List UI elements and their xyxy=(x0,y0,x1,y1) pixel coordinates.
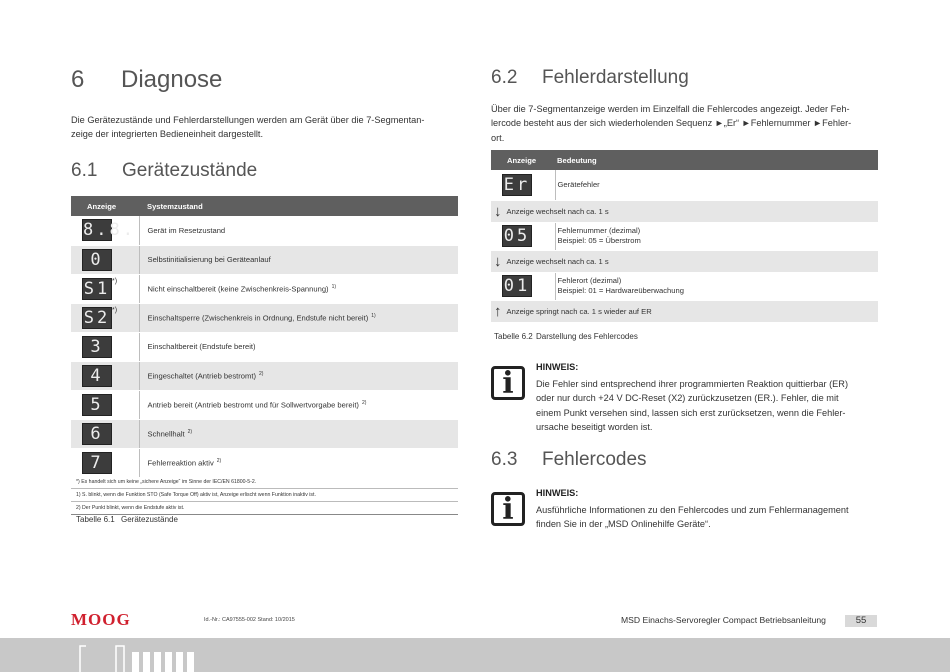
seven-segment-display: S1 xyxy=(83,278,111,299)
heading-number: 6.3 xyxy=(491,449,518,470)
footnote: 1) S. blinkt, wenn die Funktion STO (Safe Torque Off) aktiv ist, Anzeige erlischt wenn Funktion inaktiv ist. xyxy=(71,489,458,502)
hint-title: HINWEIS: xyxy=(536,362,579,372)
table-row xyxy=(71,390,458,419)
display-cell xyxy=(71,216,139,245)
intro-line: ort. xyxy=(491,132,505,143)
status-text-cell xyxy=(139,274,458,303)
caption-number: Tabelle 6.1 xyxy=(76,515,115,524)
table-row xyxy=(71,216,458,245)
display-cell xyxy=(491,272,555,300)
column-header-anzeige: Anzeige xyxy=(491,150,555,170)
hint-line: finden Sie in der „MSD Onlinehilfe Geräte“. xyxy=(536,519,711,530)
intro-line: Die Gerätezustände und Fehlerdarstellungen werden am Gerät über die 7-Segmentan- xyxy=(71,115,425,125)
arrow-down-icon: ↓ xyxy=(494,202,502,220)
display-cell xyxy=(491,170,555,200)
hint-line: Die Fehler sind entsprechend ihrer programmierten Reaktion quittierbar (ER) xyxy=(536,379,849,389)
footnote-marker: 1) xyxy=(331,283,337,290)
status-text-cell xyxy=(139,332,458,361)
table-row xyxy=(71,419,458,448)
hint-line: ursache beseitigt worden ist. xyxy=(536,422,653,433)
hint-line: Ausführliche Informationen zu den Fehlercodes und zum Fehlermanagement xyxy=(536,505,849,515)
footnote: *) Es handelt sich um keine „sichere Anzeige“ im Sinne der IEC/EN 61800-5-2. xyxy=(71,476,458,489)
meaning-cell xyxy=(555,272,878,300)
display-cell xyxy=(71,361,139,390)
error-table xyxy=(491,150,878,323)
page-number: 55 xyxy=(845,615,877,627)
heading-title: Diagnose xyxy=(121,66,223,93)
caption-text: Gerätezustände xyxy=(121,515,178,524)
intro-line: zeige der integrierten Bedieneinheit dargestellt. xyxy=(71,129,264,140)
table-row xyxy=(71,332,458,361)
hint-title: HINWEIS: xyxy=(536,488,579,498)
hint-line: einem Punkt versehen sind, lassen sich erst zurücksetzen, wenn die Fehler- xyxy=(536,407,846,418)
display-cell xyxy=(71,390,139,419)
seven-segment-display: 7 xyxy=(82,452,112,474)
heading-6-1 xyxy=(71,160,257,182)
heading-title: Gerätezustände xyxy=(122,160,258,181)
heading-title: Fehlerdarstellung xyxy=(542,67,689,88)
status-text: Einschaltsperre (Zwischenkreis in Ordnung, Endstufe nicht bereit) xyxy=(147,313,369,323)
caption-text: Darstellung des Fehlercodes xyxy=(536,332,638,341)
heading-number: 6.2 xyxy=(491,67,518,88)
footnote-marker: 2) xyxy=(361,399,367,406)
seven-segment-display: 5 xyxy=(82,394,112,416)
table-row xyxy=(71,448,458,477)
arrow-down-icon: ↓ xyxy=(494,252,502,270)
display-cell xyxy=(71,303,139,332)
seven-segment-display: 0 xyxy=(82,249,112,271)
star-marker: *) xyxy=(112,306,118,314)
table-row xyxy=(71,361,458,390)
status-text-cell xyxy=(139,390,458,419)
seven-segment-display: 3 xyxy=(82,336,112,358)
meaning-line: Fehlernummer (dezimal) xyxy=(557,226,641,235)
table-row xyxy=(491,272,878,300)
display-cell xyxy=(71,245,139,274)
caption-number: Tabelle 6.2 xyxy=(494,332,533,341)
table-footnotes xyxy=(71,476,458,515)
status-text-cell xyxy=(139,245,458,274)
seven-segment-display: 4 xyxy=(82,365,112,387)
footnote-marker: 2) xyxy=(258,370,264,377)
footnote-marker: 2) xyxy=(216,457,222,464)
table-row xyxy=(71,245,458,274)
table-caption-6-1 xyxy=(76,515,178,524)
meaning-line: Fehlerort (dezimal) xyxy=(557,276,622,285)
hint-line: oder nur durch +24 V DC-Reset (X2) zurückzusetzen (ER.). Fehler, die mit xyxy=(536,393,839,404)
star-marker: *) xyxy=(112,277,118,285)
display-cell xyxy=(71,332,139,361)
meaning-line: Gerätefehler xyxy=(557,179,600,189)
status-text: Eingeschaltet (Antrieb bestromt) xyxy=(147,371,256,381)
footer-bar xyxy=(0,638,950,672)
heading-6 xyxy=(71,66,222,94)
footer-decoration-icon xyxy=(70,638,210,672)
heading-6-2 xyxy=(491,67,689,89)
display-cell xyxy=(71,448,139,477)
footnote-marker: 1) xyxy=(371,312,376,319)
arrow-up-icon: ↑ xyxy=(494,302,502,320)
heading-6-3 xyxy=(491,449,647,471)
seven-segment-display: Er xyxy=(503,174,531,195)
transition-cell xyxy=(491,300,878,322)
transition-cell xyxy=(491,250,878,272)
display-cell xyxy=(491,222,555,250)
table-row xyxy=(71,274,458,303)
status-text-cell xyxy=(139,303,458,332)
info-icon: i xyxy=(491,492,525,526)
footnote: 2) Der Punkt blinkt, wenn die Endstufe aktiv ist. xyxy=(71,502,458,515)
display-cell xyxy=(71,274,139,303)
hint-text xyxy=(536,503,896,532)
transition-row xyxy=(491,250,878,272)
seven-segment-display: 6 xyxy=(82,423,112,445)
table-row xyxy=(491,222,878,250)
table-row xyxy=(491,170,878,200)
intro-line: Über die 7-Segmentanzeige werden im Einzelfall die Fehlercodes angezeigt. Jeder Feh- xyxy=(491,104,850,114)
intro-paragraph-right xyxy=(491,102,891,145)
seven-segment-display: 8.8. xyxy=(83,220,136,241)
status-text: Selbstinitialisierung bei Geräteanlauf xyxy=(147,255,271,264)
status-text: Fehlerreaktion aktiv xyxy=(147,458,214,468)
meaning-cell xyxy=(555,222,878,250)
status-text-cell xyxy=(139,361,458,390)
intro-paragraph xyxy=(71,113,461,142)
transition-cell xyxy=(491,200,878,222)
seven-segment-display: 05 xyxy=(503,226,531,246)
status-text: Gerät im Resetzustand xyxy=(147,225,226,235)
status-text-cell xyxy=(139,216,458,245)
document-title: MSD Einachs-Servoregler Compact Betriebsanleitung xyxy=(621,615,826,625)
transition-text: Anzeige wechselt nach ca. 1 s xyxy=(506,256,609,266)
column-header-bedeutung: Bedeutung xyxy=(555,150,878,170)
meaning-cell xyxy=(555,170,878,200)
table-caption-6-2 xyxy=(494,332,638,341)
status-text: Einschaltbereit (Endstufe bereit) xyxy=(147,342,256,351)
heading-number: 6.1 xyxy=(71,160,98,181)
status-table xyxy=(71,196,458,478)
transition-row xyxy=(491,300,878,322)
footnote-marker: 2) xyxy=(187,428,193,435)
info-icon: i xyxy=(491,366,525,400)
transition-text: Anzeige springt nach ca. 1 s wieder auf ER xyxy=(506,306,652,316)
status-text: Antrieb bereit (Antrieb bestromt und für Sollwertvorgabe bereit) xyxy=(147,400,359,410)
status-text-cell xyxy=(139,448,458,477)
meaning-line: Beispiel: 05 = Überstrom xyxy=(557,236,641,245)
heading-number: 6 xyxy=(71,66,85,93)
display-cell xyxy=(71,419,139,448)
hint-text xyxy=(536,377,896,435)
transition-row xyxy=(491,200,878,222)
transition-text: Anzeige wechselt nach ca. 1 s xyxy=(506,206,609,216)
brand-logo: MOOG xyxy=(71,610,131,629)
seven-segment-display: S2 xyxy=(83,307,111,328)
table-row xyxy=(71,303,458,332)
column-header-anzeige: Anzeige xyxy=(71,196,139,216)
meaning-line: Beispiel: 01 = Hardwareüberwachung xyxy=(557,286,684,295)
status-text: Schnellhalt xyxy=(147,429,185,439)
intro-line: lercode besteht aus der sich wiederholenden Sequenz ►„Er“ ►Fehlernummer ►Fehler- xyxy=(491,118,852,129)
heading-title: Fehlercodes xyxy=(542,449,647,470)
seven-segment-display: 01 xyxy=(503,276,531,296)
status-text-cell xyxy=(139,419,458,448)
column-header-systemzustand: Systemzustand xyxy=(139,196,458,216)
status-text: Nicht einschaltbereit (keine Zwischenkreis-Spannung) xyxy=(147,284,329,294)
document-id: Id.-Nr.: CA97555-002 Stand: 10/2015 xyxy=(204,617,295,623)
